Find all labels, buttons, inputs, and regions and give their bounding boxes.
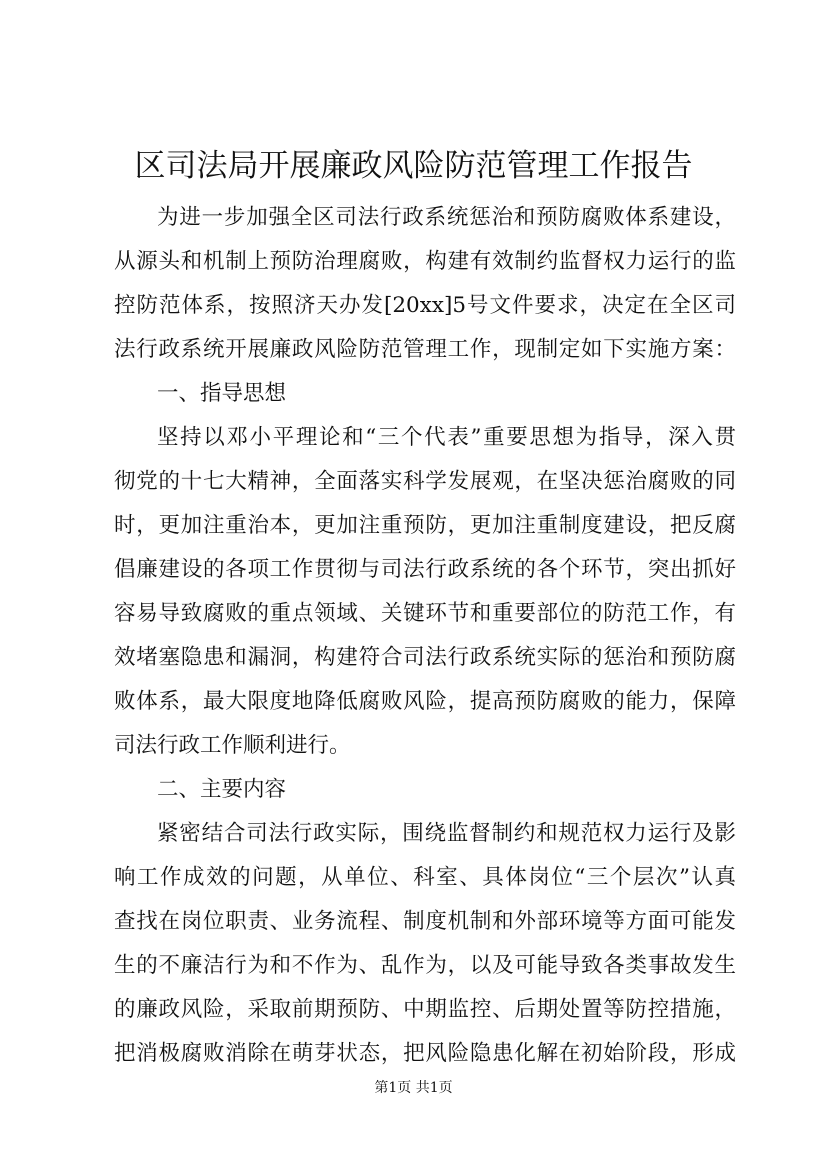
paragraph-line: 效堵塞隐患和漏洞，构建符合司法行政系统实际的惩治和预防腐: [114, 645, 736, 670]
paragraph-line: 一、指导思想: [157, 381, 287, 406]
paragraph-line: 控防范体系，按照济天办发[20xx]5号文件要求，决定在全区司: [114, 293, 736, 318]
paragraph-line: 的廉政风险，采取前期预防、中期监控、后期处置等防控措施，: [114, 997, 736, 1022]
paragraph-line: 响工作成效的问题，从单位、科室、具体岗位“三个层次”认真: [114, 865, 736, 890]
paragraph-line: 坚持以邓小平理论和“三个代表”重要思想为指导，深入贯: [157, 425, 736, 450]
paragraph-line: 从源头和机制上预防治理腐败，构建有效制约监督权力运行的监: [114, 249, 736, 274]
paragraph-line: 彻党的十七大精神，全面落实科学发展观，在坚决惩治腐败的同: [114, 469, 736, 494]
paragraph-line: 败体系，最大限度地降低腐败风险，提高预防腐败的能力，保障: [114, 689, 736, 714]
paragraph-line: 紧密结合司法行政实际，围绕监督制约和规范权力运行及影: [157, 821, 736, 846]
paragraph-line: 查找在岗位职责、业务流程、制度机制和外部环境等方面可能发: [114, 909, 736, 934]
paragraph-line: 生的不廉洁行为和不作为、乱作为，以及可能导致各类事故发生: [114, 953, 736, 978]
paragraph-line: 时，更加注重治本，更加注重预防，更加注重制度建设，把反腐: [114, 513, 736, 538]
paragraph-line: 把消极腐败消除在萌芽状态，把风险隐患化解在初始阶段，形成: [114, 1041, 736, 1066]
document-title: 区司法局开展廉政风险防范管理工作报告: [134, 148, 693, 184]
paragraph-line: 倡廉建设的各项工作贯彻与司法行政系统的各个环节，突出抓好: [114, 557, 736, 582]
paragraph-line: 司法行政工作顺利进行。: [114, 733, 351, 758]
paragraph-line: 二、主要内容: [157, 777, 287, 802]
paragraph-line: 为进一步加强全区司法行政系统惩治和预防腐败体系建设，: [157, 205, 736, 230]
document-body: [114, 196, 736, 1076]
page-footer: 第1页 共1页: [374, 1080, 453, 1096]
paragraph-line: 法行政系统开展廉政风险防范管理工作，现制定如下实施方案：: [114, 337, 736, 362]
paragraph-line: 容易导致腐败的重点领域、关键环节和重要部位的防范工作，有: [114, 601, 736, 626]
